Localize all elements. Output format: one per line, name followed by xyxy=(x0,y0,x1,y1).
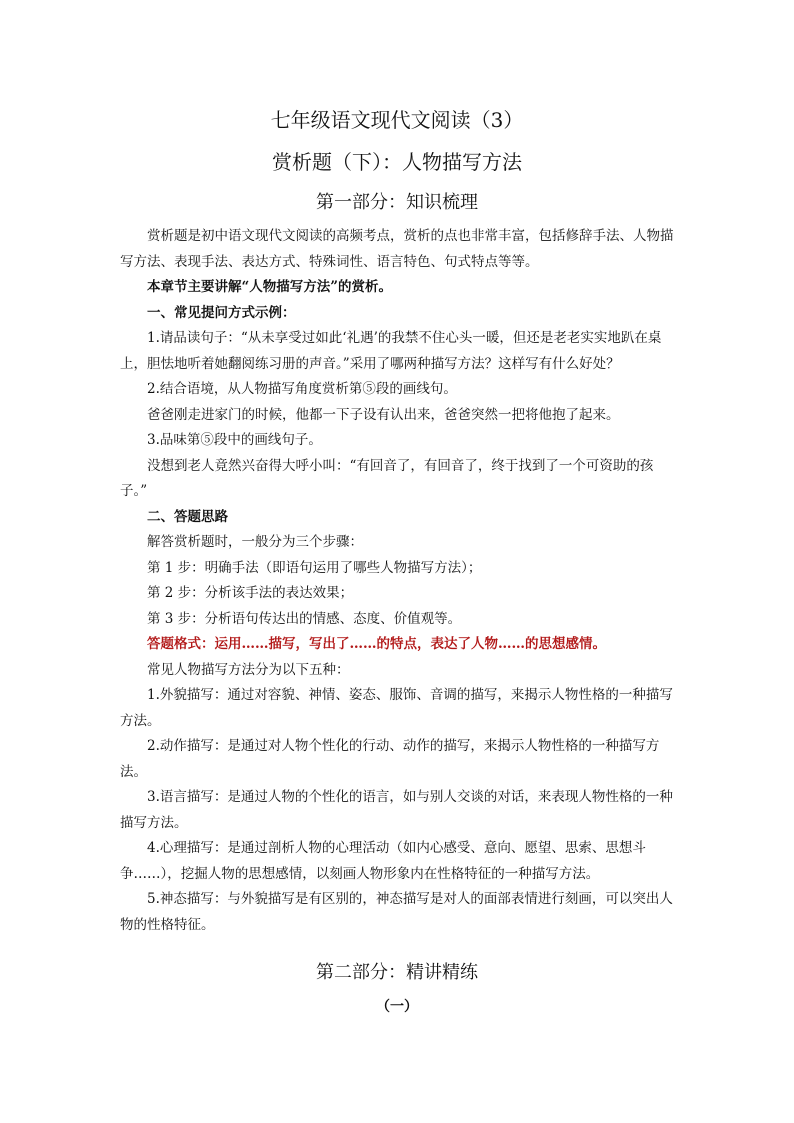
question-3-sentence: 没想到老人竟然兴奋得大呼小叫：“有回音了，有回音了，终于找到了一个可资助的孩子。” xyxy=(120,457,654,499)
method-3: 3.语言描写：是通过人物的个性化的语言，如与别人交谈的对话，来表现人物性格的一种描写方法。 xyxy=(120,789,673,831)
method-5: 5.神态描写：与外貌描写是有区别的，神态描写是对人的面部表情进行刻画，可以突出人物的性格特征。 xyxy=(120,891,673,933)
question-1: 1.请品读句子：“从未享受过如此‘礼遇’的我禁不住心头一暖，但还是老老实实地趴在桌上，胆怯地听着她翻阅练习册的声音。”采用了哪两种描写方法？这样写有什么好处？ xyxy=(120,330,662,372)
intro-paragraph: 赏析题是初中语文现代文阅读的高频考点，赏析的点也非常丰富，包括修辞手法、人物描写方法、表现手法、表达方式、特殊词性、语言特色、句式特点等等。 xyxy=(120,228,674,270)
question-3: 3.品味第⑤段中的画线句子。 xyxy=(147,432,322,448)
step-3: 第 3 步：分析语句传达出的情感、态度、价值观等。 xyxy=(147,610,462,627)
part2-subheading: （一） xyxy=(376,999,418,1015)
answer-format: 答题格式：运用……描写，写出了……的特点，表达了人物……的思想感情。 xyxy=(147,636,606,652)
method-1: 1.外貌描写：通过对容貌、神情、姿态、服饰、音调的描写，来揭示人物性格的一种描写方法。 xyxy=(120,687,673,729)
section1-heading: 一、常见提问方式示例： xyxy=(147,304,296,321)
document-title: 七年级语文现代文阅读（3） xyxy=(270,108,524,132)
document-body xyxy=(120,224,678,938)
step-2: 第 2 步：分析该手法的表达效果； xyxy=(147,585,354,601)
question-2: 2.结合语境，从人物描写角度赏析第⑤段的画线句。 xyxy=(147,381,457,397)
focus-note: 本章节主要讲解“人物描写方法”的赏析。 xyxy=(147,279,393,295)
section2-heading: 二、答题思路 xyxy=(147,508,228,525)
steps-intro: 解答赏析题时，一般分为三个步骤： xyxy=(147,534,363,550)
part2-heading: 第二部分：精讲精练 xyxy=(316,962,478,983)
part1-heading: 第一部分：知识梳理 xyxy=(316,192,478,213)
document-subtitle: 赏析题（下）：人物描写方法 xyxy=(272,150,522,174)
question-2-sentence: 爸爸刚走进家门的时候，他都一下子设有认出来，爸爸突然一把将他抱了起来。 xyxy=(147,406,620,423)
method-4: 4.心理描写：是通过剖析人物的心理活动（如内心感受、意向、愿望、思索、思想斗争……），挖掘人物的思想感情，以刻画人物形象内在性格特征的一种描写方法。 xyxy=(120,840,646,882)
step-1: 第 1 步：明确手法（即语句运用了哪些人物描写方法）； xyxy=(147,559,482,576)
method-2: 2.动作描写：是通过对人物个性化的行动、动作的描写，来揭示人物性格的一种描写方法。 xyxy=(120,738,660,780)
methods-intro: 常见人物描写方法分为以下五种： xyxy=(147,661,350,678)
